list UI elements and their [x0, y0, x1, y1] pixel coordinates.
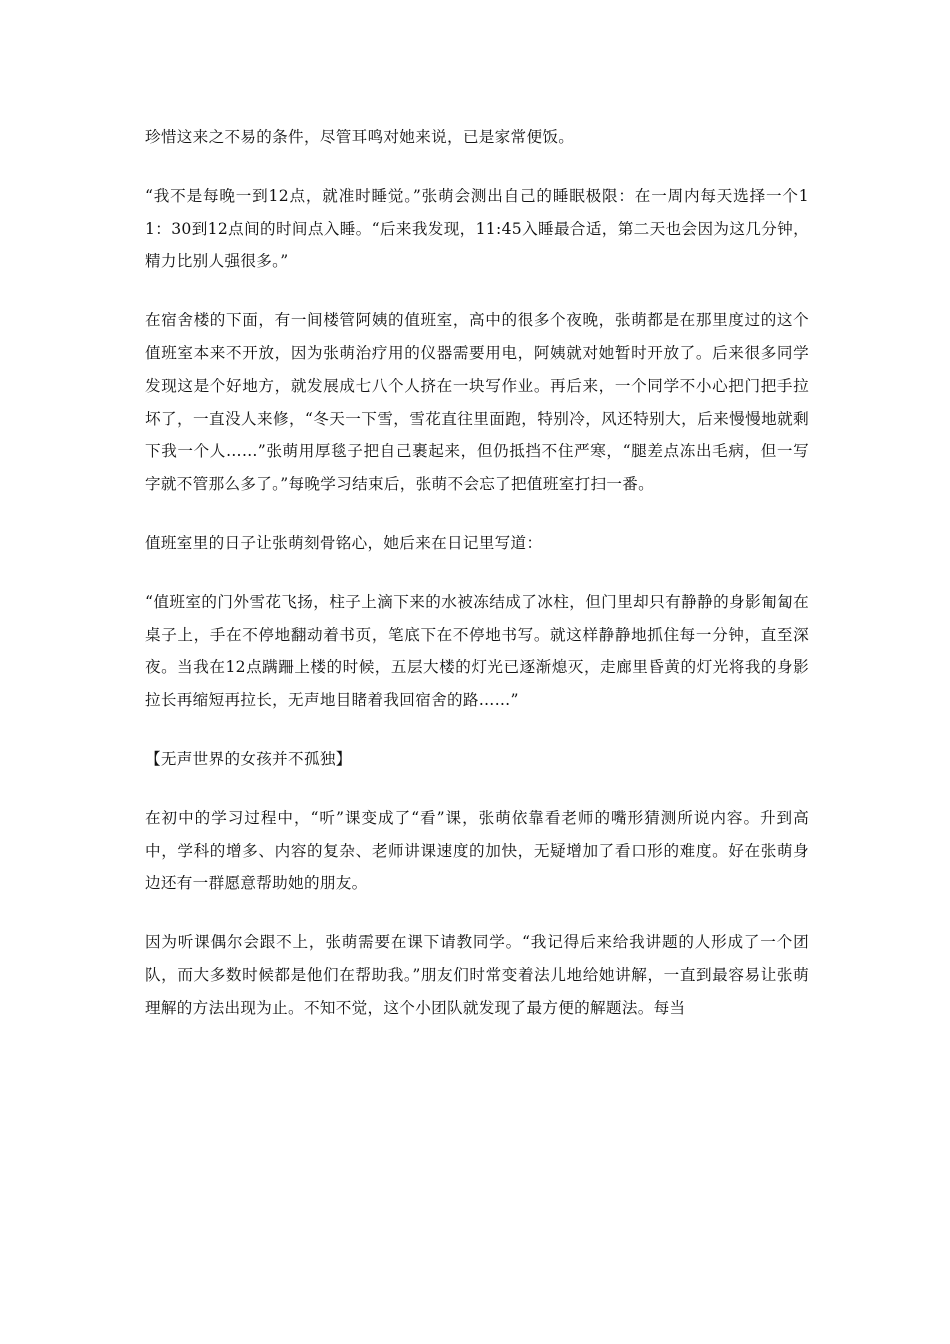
paragraph: 在宿舍楼的下面，有一间楼管阿姨的值班室，高中的很多个夜晚，张萌都是在那里度过的这个值班室本来不开放，因为张萌治疗用的仪器需要用电，阿姨就对她暂时开放了。后来很多同学发现这是个好地方，就发展成七八个人挤在一块写作业。再后来，一个同学不小心把门把手拉坏了，一直没人来修，“冬天一下雪，雪花直往里面跑，特别冷，风还特别大，后来慢慢地就剩下我一个人……”张萌用厚毯子把自己裹起来，但仍抵挡不住严寒，“腿差点冻出毛病，但一写字就不管那么多了。”每晚学习结束后，张萌不会忘了把值班室打扫一番。 — [145, 311, 809, 494]
paragraph: “我不是每晚一到12点，就准时睡觉。”张萌会测出自己的睡眠极限：在一周内每天选择一个11：30到12点间的时间点入睡。“后来我发现，11:45入睡最合适，第二天也会因为这几分钟，精力比别人强很多。” — [145, 186, 809, 271]
document-page — [145, 121, 809, 1051]
paragraph: 在初中的学习过程中，“听”课变成了“看”课，张萌依靠看老师的嘴形猜测所说内容。升到高中，学科的增多、内容的复杂、老师讲课速度的加快，无疑增加了看口形的难度。好在张萌身边还有一群愿意帮助她的朋友。 — [145, 808, 809, 893]
paragraph: 值班室里的日子让张萌刻骨铭心，她后来在日记里写道： — [145, 533, 543, 552]
paragraph: 珍惜这来之不易的条件，尽管耳鸣对她来说，已是家常便饭。 — [145, 128, 575, 146]
diary-quote: “值班室的门外雪花飞扬，柱子上滴下来的水被冻结成了冰柱，但门里却只有静静的身影匍匐在桌子上，手在不停地翻动着书页，笔底下在不停地书写。就这样静静地抓住每一分钟，直至深夜。当我在12点蹒跚上楼的时候，五层大楼的灯光已逐渐熄灭，走廊里昏黄的灯光将我的身影拉长再缩短再拉长，无声地目睹着我回宿舍的路……” — [145, 592, 809, 710]
paragraph: 因为听课偶尔会跟不上，张萌需要在课下请教同学。“我记得后来给我讲题的人形成了一个团队，而大多数时候都是他们在帮助我。”朋友们时常变着法儿地给她讲解，一直到最容易让张萌理解的方法出现为止。不知不觉，这个小团队就发现了最方便的解题法。每当 — [145, 933, 809, 1017]
section-heading: 【无声世界的女孩并不孤独】 — [145, 749, 352, 768]
